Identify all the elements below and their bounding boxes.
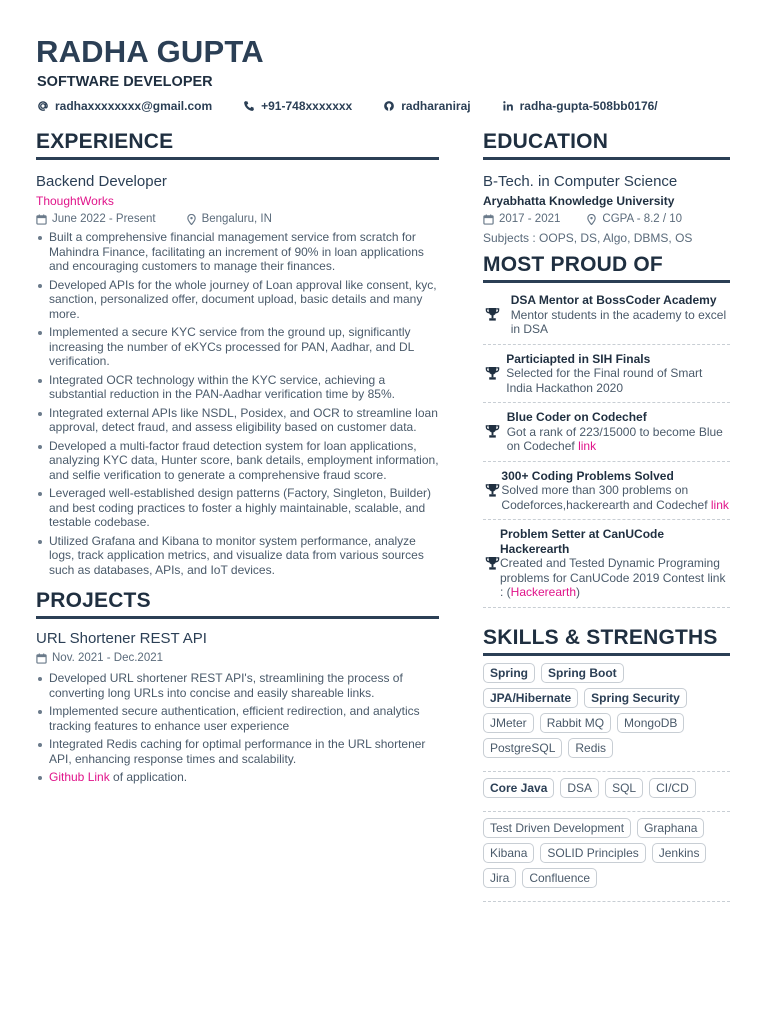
project-name: URL Shortener REST API (36, 630, 207, 647)
project-bullets (36, 671, 439, 785)
skill-tag: Spring Security (584, 688, 687, 708)
list-item: Leveraged well-established design patterns (Factory, Singleton, Builder) and best coding practices to foster a highly maintainable, scalable, and testable codebase. (36, 486, 439, 530)
education-heading: EDUCATION (483, 130, 730, 160)
job-meta (36, 213, 439, 225)
skill-tag: Core Java (483, 778, 554, 798)
list-item: Implemented secure authentication, efficient redirection, and analytics tracking features to enhance user experience (36, 704, 439, 733)
degree: B-Tech. in Computer Science (483, 173, 678, 190)
linkedin-icon (501, 99, 515, 113)
skill-group (483, 663, 730, 772)
trophy-icon (483, 352, 506, 396)
university: Aryabhatta Knowledge University (483, 194, 675, 208)
list-item: Developed APIs for the whole journey of Loan approval like consent, kyc, sanction, personalized offer, document upload, basic details and many more. (36, 278, 439, 322)
contact-linkedin[interactable] (501, 99, 658, 113)
skill-tag: Spring (483, 663, 535, 683)
list-item: Built a comprehensive financial management service from scratch for Mahindra Finance, facilitating an increment of 90% in loan applications and encouraging customers to manage their finances. (36, 230, 439, 274)
list-item: Integrated external APIs like NSDL, Posidex, and OCR to streamline loan approval, detect fraud, and assess eligibility based on customer data. (36, 406, 439, 435)
proud-item-desc: Mentor students in the academy to excel in DSA (510, 307, 727, 336)
list-item: Developed a multi-factor fraud detection system for loan applications, analyzing KYC data, Hunter score, bank details, employment information, and selfie verification to generate a comprehensive fraud score. (36, 439, 439, 483)
list-item (483, 520, 730, 608)
right-column (483, 130, 730, 908)
job-location (186, 213, 272, 225)
trophy-icon (483, 469, 501, 513)
list-item: Integrated OCR technology within the KYC service, achieving a substantial reduction in the PAN-Aadhar verification time by 85%. (36, 373, 439, 402)
contact-email[interactable] (36, 99, 212, 113)
skill-tag: Confluence (522, 868, 597, 888)
skill-tag: DSA (560, 778, 599, 798)
company-name[interactable]: ThoughtWorks (36, 194, 114, 208)
resume-role: SOFTWARE DEVELOPER (37, 74, 213, 90)
project-dates (36, 652, 163, 664)
skill-tag: Spring Boot (541, 663, 624, 683)
proud-item-title: Blue Coder on Codechef (506, 410, 647, 424)
skill-tag: JPA/Hibernate (483, 688, 578, 708)
proud-item-title: 300+ Coding Problems Solved (501, 468, 674, 483)
skills-groups (483, 663, 730, 902)
proud-item-desc (507, 425, 730, 454)
contact-phone-text: +91-748xxxxxxx (261, 99, 353, 113)
contact-email-text: radhaxxxxxxxx@gmail.com (55, 99, 213, 113)
skill-tag: Jira (483, 868, 516, 888)
skill-tag: SOLID Principles (540, 843, 645, 863)
skill-tag: Jenkins (652, 843, 707, 863)
contact-bar (36, 99, 688, 113)
skill-group (483, 818, 730, 902)
trophy-icon (483, 410, 507, 454)
list-item: Utilized Grafana and Kibana to monitor system performance, analyze logs, track application metrics, and visualize data from various sources such as databases, APIs, and IoT devices. (36, 534, 439, 578)
projects-heading: PROJECTS (36, 589, 439, 619)
skill-group (483, 778, 730, 812)
skill-tag: MongoDB (617, 713, 684, 733)
hackerearth-link[interactable]: Hackerearth (510, 585, 577, 599)
proud-item-title: Particiapted in SIH Finals (506, 351, 651, 366)
proud-item-title: Problem Setter at CanUCode Hackerearth (500, 527, 665, 556)
experience-bullets (36, 230, 439, 577)
job-title: Backend Developer (36, 173, 167, 190)
skill-tag: Rabbit MQ (540, 713, 611, 733)
list-item: Developed URL shortener REST API's, streamlining the process of converting long URLs into concise and easily shareable links. (36, 671, 439, 700)
trophy-icon (483, 527, 500, 600)
location-pin-icon (586, 214, 597, 225)
proud-item-desc (500, 556, 730, 600)
proud-item-title: DSA Mentor at BossCoder Academy (510, 293, 717, 307)
education-dates-text: 2017 - 2021 (499, 213, 561, 225)
trophy-icon (483, 293, 511, 337)
contact-github[interactable] (382, 99, 470, 113)
github-link-suffix: of application. (109, 770, 188, 784)
at-icon (36, 99, 50, 113)
calendar-icon (36, 653, 47, 664)
location-pin-icon (186, 214, 197, 225)
proud-desc-text: Solved more than 300 problems on Codeforces,hackerearth and Codechef (501, 483, 711, 512)
skill-tag: Test Driven Development (483, 818, 631, 838)
job-dates (36, 213, 156, 225)
problems-link[interactable]: link (710, 497, 729, 512)
list-item (483, 345, 730, 404)
proud-desc-text: Got a rank of 223/15000 to become Blue on Codechef (506, 424, 723, 453)
calendar-icon (483, 214, 494, 225)
list-item (483, 286, 730, 345)
education-cgpa (586, 213, 682, 225)
proud-item-desc: Selected for the Final round of Smart India Hackathon 2020 (506, 366, 703, 395)
proud-desc-suffix: ) (576, 585, 581, 599)
skill-tag: Graphana (637, 818, 704, 838)
education-meta (483, 213, 730, 225)
job-dates-text: June 2022 - Present (52, 213, 156, 225)
skill-tag: SQL (605, 778, 643, 798)
job-location-text: Bengaluru, IN (201, 213, 272, 225)
skill-tag: PostgreSQL (483, 738, 562, 758)
skills-heading: SKILLS & STRENGTHS (483, 626, 730, 656)
codechef-link[interactable]: link (578, 439, 597, 453)
proud-item-desc (501, 483, 730, 512)
list-item (36, 770, 439, 785)
phone-icon (242, 99, 256, 113)
proud-heading: MOST PROUD OF (483, 253, 730, 283)
calendar-icon (36, 214, 47, 225)
contact-github-text: radharaniraj (401, 99, 471, 113)
github-link[interactable]: Github Link (49, 770, 110, 784)
education-cgpa-text: CGPA - 8.2 / 10 (602, 213, 683, 225)
education-dates (483, 213, 560, 225)
skill-tag: CI/CD (649, 778, 696, 798)
project-meta (36, 652, 439, 664)
list-item: Integrated Redis caching for optimal performance in the URL shortener API, enhancing response times and scalability. (36, 737, 439, 766)
list-item (483, 403, 730, 462)
experience-heading: EXPERIENCE (36, 130, 439, 160)
proud-list (483, 286, 730, 608)
education-subjects: Subjects : OOPS, DS, Algo, DBMS, OS (483, 231, 693, 245)
skill-tag: Redis (568, 738, 613, 758)
list-item: Implemented a secure KYC service from the ground up, significantly increasing the number of eKYCs processed for PAN, Aadhar, and DL verification. (36, 325, 439, 369)
github-icon (382, 99, 396, 113)
resume-name: RADHA GUPTA (36, 34, 264, 69)
project-dates-text: Nov. 2021 - Dec.2021 (52, 652, 164, 664)
contact-phone[interactable] (242, 99, 352, 113)
proud-desc-text: Created and Tested Dynamic Programing problems for CanUCode 2019 Contest link : ( (500, 556, 726, 599)
list-item (483, 462, 730, 521)
contact-linkedin-text: radha-gupta-508bb0176/ (519, 99, 658, 113)
skill-tag: Kibana (483, 843, 534, 863)
skill-tag: JMeter (483, 713, 534, 733)
left-column (36, 130, 439, 789)
